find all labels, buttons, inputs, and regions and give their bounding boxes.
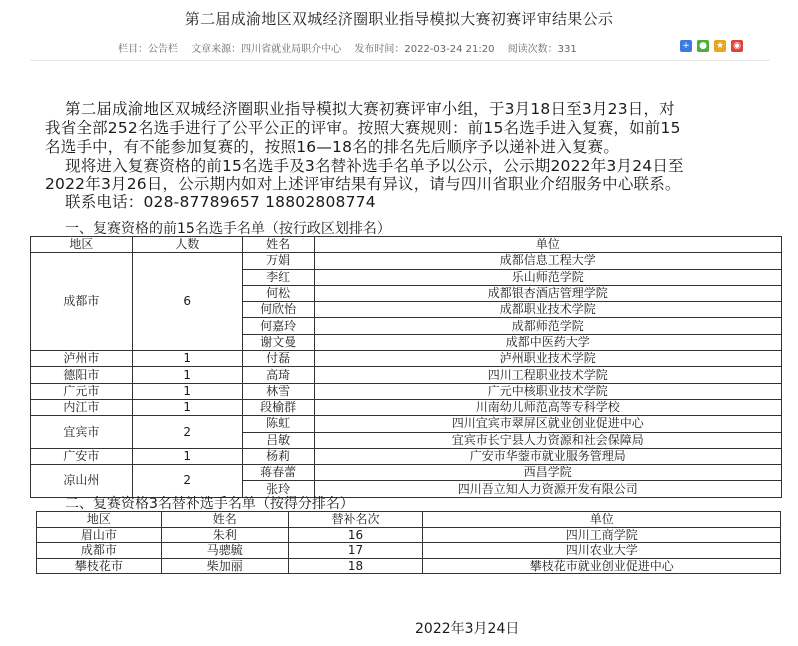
table-row [37, 527, 781, 543]
unit-cell: 攀枝花市就业创业促进中心 [423, 558, 781, 574]
paragraph-2-line-1: 现将进入复赛资格的前15名选手及3名替补选手名单予以公示，公示期2022年3月24日至 [65, 157, 684, 175]
unit-cell: 西昌学院 [314, 465, 781, 481]
wechat-icon[interactable]: ● [697, 40, 709, 52]
substitutes-table-body [37, 527, 781, 574]
qzone-icon[interactable]: ★ [715, 41, 725, 51]
region-cell: 成都市 [31, 253, 133, 351]
name-cell: 吕敏 [242, 432, 314, 448]
unit-cell: 四川工商学院 [423, 527, 781, 543]
unit-cell: 宜宾市长宁县人力资源和社会保障局 [314, 432, 781, 448]
header-region: 地区 [37, 512, 162, 528]
meta-time: 发布时间：2022-03-24 21:20 [354, 44, 495, 55]
table-header-row [31, 237, 782, 253]
name-cell: 蒋春蕾 [242, 465, 314, 481]
region-cell: 成都市 [37, 543, 162, 559]
finalists-table-body [31, 253, 782, 497]
count-cell: 1 [132, 448, 242, 464]
finalists-table [30, 236, 782, 498]
count-cell: 1 [132, 367, 242, 383]
header-count: 人数 [132, 237, 242, 253]
share-bar [680, 40, 743, 52]
table-row [31, 448, 782, 464]
unit-cell: 川南幼儿师范高等专科学校 [314, 399, 781, 415]
name-cell: 李红 [242, 269, 314, 285]
unit-cell: 四川吾立知人力资源开发有限公司 [314, 481, 781, 497]
region-cell: 广元市 [31, 383, 133, 399]
name-cell: 何松 [242, 285, 314, 301]
region-cell: 宜宾市 [31, 416, 133, 449]
header-name: 姓名 [242, 237, 314, 253]
name-cell: 柴加丽 [161, 558, 288, 574]
count-cell: 1 [132, 351, 242, 367]
name-cell: 朱利 [161, 527, 288, 543]
region-cell: 广安市 [31, 448, 133, 464]
count-cell: 1 [132, 383, 242, 399]
header-region: 地区 [31, 237, 133, 253]
publish-date: 2022年3月24日 [415, 621, 520, 637]
name-cell: 陈虹 [242, 416, 314, 432]
table-row [31, 399, 782, 415]
unit-cell: 成都中医药大学 [314, 334, 781, 350]
count-cell: 6 [132, 253, 242, 351]
section-1-title: 一、复赛资格的前15名选手名单（按行政区划排名） [65, 221, 391, 237]
header-unit: 单位 [314, 237, 781, 253]
meta-column: 栏目：公告栏 [118, 44, 178, 55]
table-row [31, 351, 782, 367]
name-cell: 何欣怡 [242, 302, 314, 318]
name-cell: 段榆群 [242, 399, 314, 415]
table-row [37, 543, 781, 559]
unit-cell: 乐山师范学院 [314, 269, 781, 285]
unit-cell: 广安市华蓥市就业服务管理局 [314, 448, 781, 464]
unit-cell: 泸州职业技术学院 [314, 351, 781, 367]
unit-cell: 四川农业大学 [423, 543, 781, 559]
substitutes-table [36, 511, 781, 574]
contact-phone: 联系电话：028-87789657 18802808774 [65, 193, 376, 211]
unit-cell: 成都师范学院 [314, 318, 781, 334]
unit-cell: 广元中核职业技术学院 [314, 383, 781, 399]
name-cell: 杨莉 [242, 448, 314, 464]
name-cell: 付磊 [242, 351, 314, 367]
section-2-title: 二、复赛资格3名替补选手名单（按得分排名） [65, 496, 354, 512]
name-cell: 万娟 [242, 253, 314, 269]
table-row [31, 416, 782, 432]
header-name: 姓名 [161, 512, 288, 528]
name-cell: 林雪 [242, 383, 314, 399]
name-cell: 张玲 [242, 481, 314, 497]
page-title: 第二届成渝地区双城经济圈职业指导模拟大赛初赛评审结果公示 [184, 10, 614, 28]
article-meta [118, 40, 587, 55]
header-unit: 单位 [423, 512, 781, 528]
paragraph-2-line-2: 2022年3月26日，公示期内如对上述评审结果有异议，请与四川省职业介绍服务中心联系。 [45, 175, 681, 193]
table-row [37, 558, 781, 574]
table-header-row [37, 512, 781, 528]
unit-cell: 成都职业技术学院 [314, 302, 781, 318]
count-cell: 2 [132, 465, 242, 498]
count-cell: 1 [132, 399, 242, 415]
add-icon[interactable]: + [680, 40, 692, 52]
name-cell: 马骢毓 [161, 543, 288, 559]
meta-reads: 阅读次数：331 [507, 44, 577, 55]
unit-cell: 成都银杏酒店管理学院 [314, 285, 781, 301]
region-cell: 德阳市 [31, 367, 133, 383]
paragraph-1-line-2: 我省全部252名选手进行了公平公正的评审。按照大赛规则：前15名选手进入复赛，如前15 [45, 119, 681, 137]
rank-cell: 18 [288, 558, 423, 574]
region-cell: 泸州市 [31, 351, 133, 367]
region-cell: 凉山州 [31, 465, 133, 498]
unit-cell: 四川工程职业技术学院 [314, 367, 781, 383]
rank-cell: 16 [288, 527, 423, 543]
region-cell: 攀枝花市 [37, 558, 162, 574]
rank-cell: 17 [288, 543, 423, 559]
count-cell: 2 [132, 416, 242, 449]
region-cell: 眉山市 [37, 527, 162, 543]
divider [30, 60, 770, 61]
weibo-icon[interactable]: ◉ [731, 40, 743, 52]
table-row [31, 465, 782, 481]
unit-cell: 四川宜宾市翠屏区就业创业促进中心 [314, 416, 781, 432]
name-cell: 高琦 [242, 367, 314, 383]
name-cell: 谢文曼 [242, 334, 314, 350]
table-row [31, 367, 782, 383]
paragraph-1-line-3: 名选手中，有不能参加复赛的，按照16—18名的排名先后顺序予以递补进入复赛。 [45, 138, 620, 156]
table-row [31, 253, 782, 269]
header-rank: 替补名次 [288, 512, 423, 528]
name-cell: 何嘉玲 [242, 318, 314, 334]
paragraph-1-line-1: 第二届成渝地区双城经济圈职业指导模拟大赛初赛评审小组，于3月18日至3月23日，对 [65, 100, 675, 118]
meta-source: 文章来源：四川省就业局职介中心 [191, 44, 342, 55]
table-row [31, 383, 782, 399]
unit-cell: 成都信息工程大学 [314, 253, 781, 269]
region-cell: 内江市 [31, 399, 133, 415]
